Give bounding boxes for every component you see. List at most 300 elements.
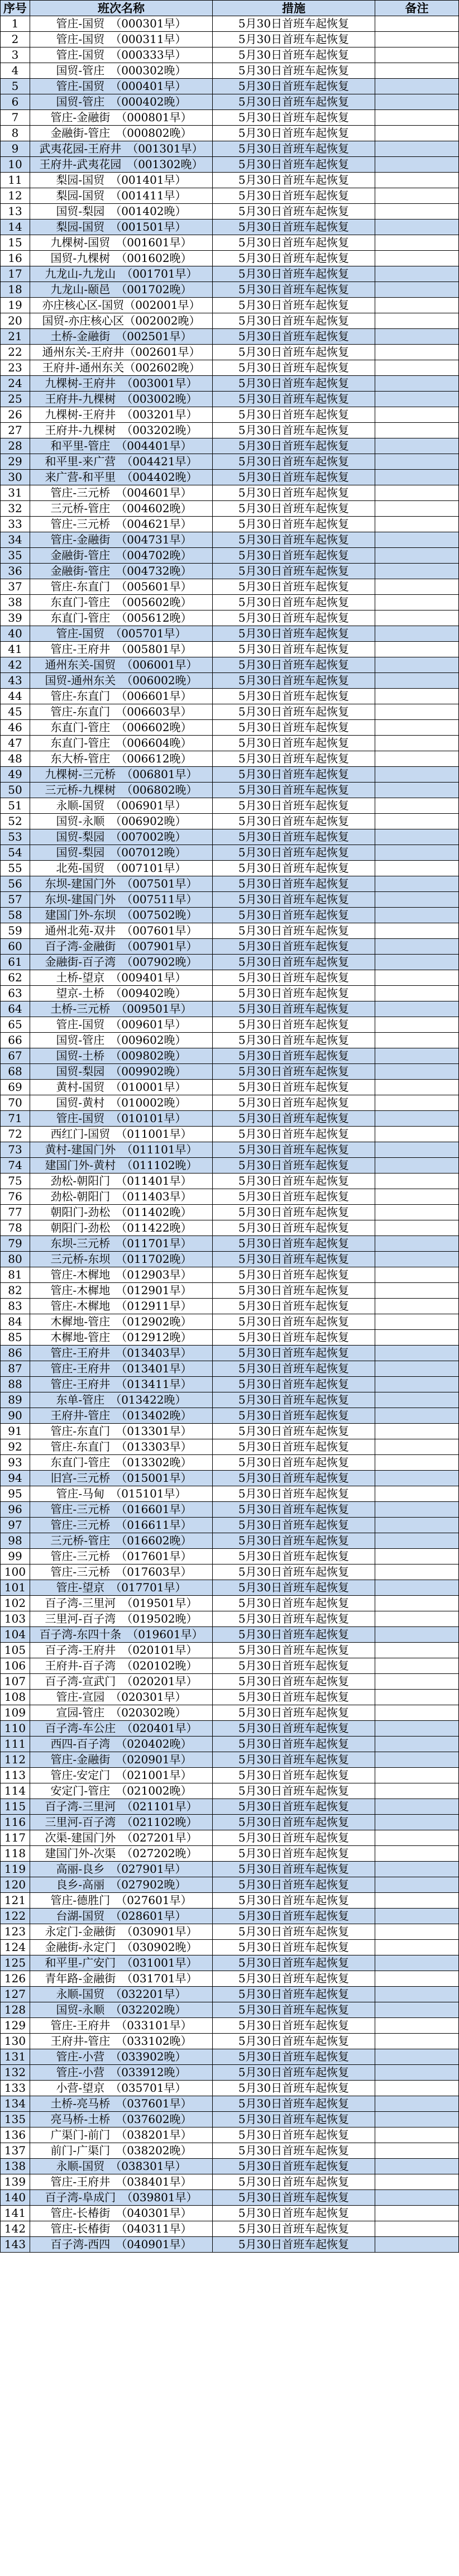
cell-route-name: 土桥-亮马桥 （037601早） bbox=[30, 2096, 213, 2112]
cell-route-name: 梨园-国贸 （001501早） bbox=[30, 220, 213, 235]
table-row bbox=[1, 1924, 459, 1940]
table-row bbox=[1, 1017, 459, 1033]
cell-remark bbox=[375, 1142, 459, 1158]
cell-index: 2 bbox=[1, 32, 30, 47]
table-row bbox=[1, 1330, 459, 1346]
cell-index: 96 bbox=[1, 1502, 30, 1518]
table-row bbox=[1, 1111, 459, 1127]
cell-remark bbox=[375, 1236, 459, 1252]
cell-measure: 5月30日首班车起恢复 bbox=[213, 564, 375, 579]
cell-measure: 5月30日首班车起恢复 bbox=[213, 767, 375, 783]
cell-route-name: 管庄-国贸 （005701早） bbox=[30, 626, 213, 642]
cell-measure: 5月30日首班车起恢复 bbox=[213, 1408, 375, 1424]
cell-remark bbox=[375, 1111, 459, 1127]
cell-index: 73 bbox=[1, 1142, 30, 1158]
cell-measure: 5月30日首班车起恢复 bbox=[213, 1658, 375, 1674]
cell-index: 32 bbox=[1, 501, 30, 517]
cell-remark bbox=[375, 517, 459, 532]
cell-remark bbox=[375, 1158, 459, 1173]
cell-index: 117 bbox=[1, 1830, 30, 1846]
cell-route-name: 梨园-国贸 （001401早） bbox=[30, 173, 213, 188]
table-row bbox=[1, 1455, 459, 1471]
table-row bbox=[1, 1518, 459, 1533]
cell-route-name: 黄村-国贸 （010001早） bbox=[30, 1080, 213, 1095]
table-row bbox=[1, 204, 459, 220]
table-row bbox=[1, 861, 459, 876]
table-row bbox=[1, 1361, 459, 1377]
cell-measure: 5月30日首班车起恢复 bbox=[213, 1252, 375, 1267]
cell-measure: 5月30日首班车起恢复 bbox=[213, 1721, 375, 1737]
table-row bbox=[1, 235, 459, 251]
cell-route-name: 王府井-管庄 （013402晚） bbox=[30, 1408, 213, 1424]
cell-remark bbox=[375, 1924, 459, 1940]
cell-measure: 5月30日首班车起恢复 bbox=[213, 1971, 375, 1987]
table-row bbox=[1, 1940, 459, 1955]
table-row bbox=[1, 2127, 459, 2143]
table-row bbox=[1, 501, 459, 517]
cell-route-name: 管庄-国贸 （000401早） bbox=[30, 79, 213, 94]
table-row bbox=[1, 2081, 459, 2096]
cell-remark bbox=[375, 2034, 459, 2049]
cell-index: 3 bbox=[1, 47, 30, 63]
cell-index: 141 bbox=[1, 2206, 30, 2221]
table-row bbox=[1, 736, 459, 751]
cell-index: 68 bbox=[1, 1064, 30, 1080]
cell-index: 82 bbox=[1, 1283, 30, 1299]
cell-measure: 5月30日首班车起恢复 bbox=[213, 2143, 375, 2159]
cell-measure: 5月30日首班车起恢复 bbox=[213, 313, 375, 329]
table-row bbox=[1, 751, 459, 767]
cell-measure: 5月30日首班车起恢复 bbox=[213, 2221, 375, 2237]
cell-remark bbox=[375, 235, 459, 251]
cell-measure: 5月30日首班车起恢复 bbox=[213, 501, 375, 517]
table-row bbox=[1, 173, 459, 188]
cell-measure: 5月30日首班车起恢复 bbox=[213, 955, 375, 970]
cell-measure: 5月30日首班车起恢复 bbox=[213, 298, 375, 313]
cell-route-name: 三里河-百子湾 （021102晚） bbox=[30, 1815, 213, 1830]
table-row bbox=[1, 1252, 459, 1267]
cell-index: 139 bbox=[1, 2174, 30, 2190]
table-row bbox=[1, 923, 459, 939]
cell-remark bbox=[375, 32, 459, 47]
cell-index: 119 bbox=[1, 1862, 30, 1877]
cell-remark bbox=[375, 407, 459, 423]
table-row bbox=[1, 798, 459, 814]
table-row bbox=[1, 1674, 459, 1690]
table-row bbox=[1, 345, 459, 360]
cell-remark bbox=[375, 1173, 459, 1189]
cell-route-name: 国贸-梨园 （007002晚） bbox=[30, 829, 213, 845]
cell-remark bbox=[375, 1627, 459, 1643]
cell-route-name: 管庄-东直门 （013303早） bbox=[30, 1439, 213, 1455]
cell-route-name: 管庄-三元桥 （004621早） bbox=[30, 517, 213, 532]
cell-remark bbox=[375, 1408, 459, 1424]
cell-measure: 5月30日首班车起恢复 bbox=[213, 1502, 375, 1518]
cell-index: 87 bbox=[1, 1361, 30, 1377]
cell-index: 63 bbox=[1, 986, 30, 1001]
cell-route-name: 管庄-德胜门 （027601早） bbox=[30, 1893, 213, 1909]
cell-measure: 5月30日首班车起恢复 bbox=[213, 2096, 375, 2112]
cell-route-name: 武夷花园-王府井 （001301早） bbox=[30, 141, 213, 157]
cell-measure: 5月30日首班车起恢复 bbox=[213, 1909, 375, 1924]
cell-remark bbox=[375, 861, 459, 876]
cell-route-name: 东坝-三元桥 （011701早） bbox=[30, 1236, 213, 1252]
cell-route-name: 管庄-望京 （017701早） bbox=[30, 1580, 213, 1596]
table-row bbox=[1, 1314, 459, 1330]
cell-measure: 5月30日首班车起恢复 bbox=[213, 220, 375, 235]
table-row bbox=[1, 720, 459, 736]
table-row bbox=[1, 329, 459, 345]
cell-index: 115 bbox=[1, 1799, 30, 1815]
cell-index: 127 bbox=[1, 1987, 30, 2002]
cell-remark bbox=[375, 720, 459, 736]
cell-measure: 5月30日首班车起恢复 bbox=[213, 923, 375, 939]
cell-route-name: 东直门-管庄 （005602晚） bbox=[30, 595, 213, 610]
table-row bbox=[1, 1752, 459, 1768]
cell-remark bbox=[375, 1643, 459, 1658]
cell-index: 66 bbox=[1, 1033, 30, 1048]
cell-index: 77 bbox=[1, 1205, 30, 1220]
cell-measure: 5月30日首班车起恢复 bbox=[213, 157, 375, 173]
cell-index: 23 bbox=[1, 360, 30, 376]
table-row bbox=[1, 1346, 459, 1361]
table-row bbox=[1, 454, 459, 470]
cell-route-name: 北苑-国贸 （007101早） bbox=[30, 861, 213, 876]
cell-remark bbox=[375, 1455, 459, 1471]
cell-measure: 5月30日首班车起恢复 bbox=[213, 2034, 375, 2049]
header-route-name: 班次名称 bbox=[30, 1, 213, 16]
cell-measure: 5月30日首班车起恢复 bbox=[213, 1064, 375, 1080]
table-row bbox=[1, 548, 459, 564]
cell-index: 1 bbox=[1, 16, 30, 32]
cell-remark bbox=[375, 1127, 459, 1142]
cell-index: 101 bbox=[1, 1580, 30, 1596]
cell-index: 123 bbox=[1, 1924, 30, 1940]
cell-remark bbox=[375, 1877, 459, 1893]
cell-remark bbox=[375, 892, 459, 908]
cell-measure: 5月30日首班车起恢复 bbox=[213, 2112, 375, 2127]
cell-route-name: 西红门-国贸 （011001早） bbox=[30, 1127, 213, 1142]
cell-route-name: 金融街-管庄 （004732晚） bbox=[30, 564, 213, 579]
cell-measure: 5月30日首班车起恢复 bbox=[213, 141, 375, 157]
table-row bbox=[1, 1377, 459, 1392]
table-row bbox=[1, 485, 459, 501]
cell-measure: 5月30日首班车起恢复 bbox=[213, 1377, 375, 1392]
cell-index: 67 bbox=[1, 1048, 30, 1064]
cell-measure: 5月30日首班车起恢复 bbox=[213, 1001, 375, 1017]
cell-measure: 5月30日首班车起恢复 bbox=[213, 204, 375, 220]
cell-remark bbox=[375, 1267, 459, 1283]
cell-measure: 5月30日首班车起恢复 bbox=[213, 188, 375, 204]
cell-remark bbox=[375, 1658, 459, 1674]
cell-remark bbox=[375, 2221, 459, 2237]
cell-index: 118 bbox=[1, 1846, 30, 1862]
cell-remark bbox=[375, 595, 459, 610]
table-row bbox=[1, 126, 459, 141]
cell-measure: 5月30日首班车起恢复 bbox=[213, 673, 375, 689]
cell-route-name: 管庄-金融街 （000801早） bbox=[30, 110, 213, 126]
cell-index: 12 bbox=[1, 188, 30, 204]
table-row bbox=[1, 2034, 459, 2049]
cell-route-name: 管庄-木樨地 （012903早） bbox=[30, 1267, 213, 1283]
cell-measure: 5月30日首班车起恢复 bbox=[213, 1768, 375, 1783]
cell-index: 81 bbox=[1, 1267, 30, 1283]
cell-measure: 5月30日首班车起恢复 bbox=[213, 2018, 375, 2034]
cell-route-name: 九棵树-王府井 （003201早） bbox=[30, 407, 213, 423]
cell-remark bbox=[375, 2018, 459, 2034]
cell-index: 107 bbox=[1, 1674, 30, 1690]
cell-index: 44 bbox=[1, 689, 30, 704]
cell-index: 31 bbox=[1, 485, 30, 501]
cell-index: 74 bbox=[1, 1158, 30, 1173]
cell-index: 22 bbox=[1, 345, 30, 360]
table-row bbox=[1, 876, 459, 892]
cell-index: 6 bbox=[1, 94, 30, 110]
cell-measure: 5月30日首班车起恢复 bbox=[213, 517, 375, 532]
cell-route-name: 管庄-木樨地 （012911早） bbox=[30, 1299, 213, 1314]
cell-remark bbox=[375, 1705, 459, 1721]
table-row bbox=[1, 610, 459, 626]
cell-measure: 5月30日首班车起恢复 bbox=[213, 1455, 375, 1471]
cell-index: 140 bbox=[1, 2190, 30, 2206]
cell-index: 24 bbox=[1, 376, 30, 392]
cell-index: 142 bbox=[1, 2221, 30, 2237]
cell-route-name: 金融街-百子湾 （007902晚） bbox=[30, 955, 213, 970]
table-row bbox=[1, 2143, 459, 2159]
cell-route-name: 管庄-王府井 （013411早） bbox=[30, 1377, 213, 1392]
cell-remark bbox=[375, 188, 459, 204]
cell-remark bbox=[375, 1080, 459, 1095]
table-row bbox=[1, 16, 459, 32]
table-row bbox=[1, 79, 459, 94]
cell-index: 124 bbox=[1, 1940, 30, 1955]
cell-index: 113 bbox=[1, 1768, 30, 1783]
cell-remark bbox=[375, 94, 459, 110]
cell-index: 120 bbox=[1, 1877, 30, 1893]
cell-remark bbox=[375, 2002, 459, 2018]
table-row bbox=[1, 2049, 459, 2065]
table-row bbox=[1, 689, 459, 704]
cell-index: 126 bbox=[1, 1971, 30, 1987]
cell-route-name: 望京-土桥 （009402晚） bbox=[30, 986, 213, 1001]
table-row bbox=[1, 63, 459, 79]
cell-remark bbox=[375, 1424, 459, 1439]
cell-measure: 5月30日首班车起恢复 bbox=[213, 845, 375, 861]
cell-remark bbox=[375, 1549, 459, 1564]
cell-measure: 5月30日首班车起恢复 bbox=[213, 1173, 375, 1189]
cell-route-name: 建国门外-次渠 （027202晚） bbox=[30, 1846, 213, 1862]
table-row bbox=[1, 1987, 459, 2002]
cell-remark bbox=[375, 923, 459, 939]
cell-remark bbox=[375, 1439, 459, 1455]
cell-remark bbox=[375, 157, 459, 173]
cell-index: 13 bbox=[1, 204, 30, 220]
cell-remark bbox=[375, 220, 459, 235]
cell-measure: 5月30日首班车起恢复 bbox=[213, 2206, 375, 2221]
cell-route-name: 国贸-永顺 （032202晚） bbox=[30, 2002, 213, 2018]
cell-route-name: 良乡-高丽 （027902晚） bbox=[30, 1877, 213, 1893]
table-row bbox=[1, 1299, 459, 1314]
cell-measure: 5月30日首班车起恢复 bbox=[213, 235, 375, 251]
cell-remark bbox=[375, 1799, 459, 1815]
cell-measure: 5月30日首班车起恢复 bbox=[213, 47, 375, 63]
cell-remark bbox=[375, 63, 459, 79]
cell-route-name: 通州北苑-双井 （007601早） bbox=[30, 923, 213, 939]
cell-route-name: 国贸-亦庄核心区（002002晚） bbox=[30, 313, 213, 329]
cell-index: 131 bbox=[1, 2049, 30, 2065]
cell-index: 70 bbox=[1, 1095, 30, 1111]
cell-measure: 5月30日首班车起恢复 bbox=[213, 438, 375, 454]
table-row bbox=[1, 564, 459, 579]
cell-index: 122 bbox=[1, 1909, 30, 1924]
cell-index: 29 bbox=[1, 454, 30, 470]
table-row bbox=[1, 1799, 459, 1815]
cell-remark bbox=[375, 642, 459, 657]
cell-measure: 5月30日首班车起恢复 bbox=[213, 970, 375, 986]
cell-index: 51 bbox=[1, 798, 30, 814]
cell-remark bbox=[375, 173, 459, 188]
cell-remark bbox=[375, 736, 459, 751]
cell-measure: 5月30日首班车起恢复 bbox=[213, 423, 375, 438]
cell-route-name: 广渠门-前门 （038201早） bbox=[30, 2127, 213, 2143]
cell-route-name: 国贸-土桥 （009802晚） bbox=[30, 1048, 213, 1064]
cell-remark bbox=[375, 360, 459, 376]
cell-measure: 5月30日首班车起恢复 bbox=[213, 32, 375, 47]
cell-remark bbox=[375, 814, 459, 829]
cell-measure: 5月30日首班车起恢复 bbox=[213, 2237, 375, 2253]
cell-measure: 5月30日首班车起恢复 bbox=[213, 110, 375, 126]
cell-route-name: 东直门-管庄 （006604晚） bbox=[30, 736, 213, 751]
cell-measure: 5月30日首班车起恢复 bbox=[213, 1799, 375, 1815]
cell-index: 111 bbox=[1, 1737, 30, 1752]
cell-measure: 5月30日首班车起恢复 bbox=[213, 595, 375, 610]
cell-route-name: 劲松-朝阳门 （011403早） bbox=[30, 1189, 213, 1205]
cell-remark bbox=[375, 1033, 459, 1048]
cell-measure: 5月30日首班车起恢复 bbox=[213, 1346, 375, 1361]
cell-measure: 5月30日首班车起恢复 bbox=[213, 1424, 375, 1439]
cell-measure: 5月30日首班车起恢复 bbox=[213, 1533, 375, 1549]
cell-index: 43 bbox=[1, 673, 30, 689]
table-row bbox=[1, 2174, 459, 2190]
table-row bbox=[1, 1439, 459, 1455]
cell-route-name: 九棵树-国贸 （001601早） bbox=[30, 235, 213, 251]
cell-measure: 5月30日首班车起恢复 bbox=[213, 282, 375, 298]
cell-route-name: 和平里-管庄 （004401早） bbox=[30, 438, 213, 454]
cell-index: 134 bbox=[1, 2096, 30, 2112]
table-row bbox=[1, 94, 459, 110]
cell-index: 21 bbox=[1, 329, 30, 345]
table-row bbox=[1, 1627, 459, 1643]
cell-measure: 5月30日首班车起恢复 bbox=[213, 1830, 375, 1846]
cell-measure: 5月30日首班车起恢复 bbox=[213, 173, 375, 188]
cell-route-name: 九棵树-王府井 （003001早） bbox=[30, 376, 213, 392]
cell-route-name: 国贸-管庄 （000402晚） bbox=[30, 94, 213, 110]
cell-route-name: 王府井-管庄 （033102晚） bbox=[30, 2034, 213, 2049]
table-row bbox=[1, 704, 459, 720]
cell-remark bbox=[375, 345, 459, 360]
cell-route-name: 百子湾-三里河 （019501早） bbox=[30, 1596, 213, 1611]
cell-measure: 5月30日首班车起恢复 bbox=[213, 626, 375, 642]
cell-route-name: 管庄-东直门 （006601早） bbox=[30, 689, 213, 704]
cell-route-name: 木樨地-管庄 （012912晚） bbox=[30, 1330, 213, 1346]
cell-index: 76 bbox=[1, 1189, 30, 1205]
cell-measure: 5月30日首班车起恢复 bbox=[213, 814, 375, 829]
cell-route-name: 管庄-三元桥 （016611早） bbox=[30, 1518, 213, 1533]
cell-measure: 5月30日首班车起恢复 bbox=[213, 1080, 375, 1095]
cell-remark bbox=[375, 1971, 459, 1987]
cell-remark bbox=[375, 2190, 459, 2206]
table-row bbox=[1, 1392, 459, 1408]
cell-index: 15 bbox=[1, 235, 30, 251]
cell-index: 93 bbox=[1, 1455, 30, 1471]
cell-index: 85 bbox=[1, 1330, 30, 1346]
cell-route-name: 百子湾-东四十条 （019601早） bbox=[30, 1627, 213, 1643]
cell-measure: 5月30日首班车起恢复 bbox=[213, 1189, 375, 1205]
cell-route-name: 管庄-小营 （033912晚） bbox=[30, 2065, 213, 2081]
cell-remark bbox=[375, 1721, 459, 1737]
cell-remark bbox=[375, 266, 459, 282]
cell-index: 65 bbox=[1, 1017, 30, 1033]
cell-remark bbox=[375, 798, 459, 814]
table-row bbox=[1, 1658, 459, 1674]
cell-remark bbox=[375, 470, 459, 485]
cell-remark bbox=[375, 2112, 459, 2127]
cell-remark bbox=[375, 454, 459, 470]
table-row bbox=[1, 783, 459, 798]
cell-measure: 5月30日首班车起恢复 bbox=[213, 1596, 375, 1611]
cell-index: 88 bbox=[1, 1377, 30, 1392]
cell-measure: 5月30日首班车起恢复 bbox=[213, 1815, 375, 1830]
table-row bbox=[1, 1095, 459, 1111]
table-row bbox=[1, 1001, 459, 1017]
cell-index: 106 bbox=[1, 1658, 30, 1674]
cell-measure: 5月30日首班车起恢复 bbox=[213, 2174, 375, 2190]
cell-route-name: 和平里-来广营 （004421早） bbox=[30, 454, 213, 470]
cell-measure: 5月30日首班车起恢复 bbox=[213, 1095, 375, 1111]
table-row bbox=[1, 110, 459, 126]
table-row bbox=[1, 1846, 459, 1862]
cell-index: 30 bbox=[1, 470, 30, 485]
cell-index: 143 bbox=[1, 2237, 30, 2253]
table-row bbox=[1, 1705, 459, 1721]
table-row bbox=[1, 141, 459, 157]
table-row bbox=[1, 829, 459, 845]
header-index: 序号 bbox=[1, 1, 30, 16]
table-row bbox=[1, 673, 459, 689]
cell-route-name: 管庄-国贸 （000311早） bbox=[30, 32, 213, 47]
table-row bbox=[1, 2112, 459, 2127]
cell-measure: 5月30日首班车起恢复 bbox=[213, 986, 375, 1001]
cell-index: 11 bbox=[1, 173, 30, 188]
cell-route-name: 东坝-建国门外 （007511早） bbox=[30, 892, 213, 908]
cell-route-name: 国贸-梨园 （009902晚） bbox=[30, 1064, 213, 1080]
cell-route-name: 百子湾-三里河 （021101早） bbox=[30, 1799, 213, 1815]
table-row bbox=[1, 1955, 459, 1971]
cell-route-name: 百子湾-阜成门 （039801早） bbox=[30, 2190, 213, 2206]
cell-remark bbox=[375, 2127, 459, 2143]
cell-route-name: 青年路-金融街 （031701早） bbox=[30, 1971, 213, 1987]
cell-route-name: 东直门-管庄 （006602晚） bbox=[30, 720, 213, 736]
cell-remark bbox=[375, 376, 459, 392]
table-row bbox=[1, 1033, 459, 1048]
cell-remark bbox=[375, 1220, 459, 1236]
cell-index: 75 bbox=[1, 1173, 30, 1189]
cell-remark bbox=[375, 79, 459, 94]
cell-remark bbox=[375, 1846, 459, 1862]
cell-route-name: 管庄-三元桥 （016601早） bbox=[30, 1502, 213, 1518]
cell-index: 4 bbox=[1, 63, 30, 79]
cell-index: 45 bbox=[1, 704, 30, 720]
